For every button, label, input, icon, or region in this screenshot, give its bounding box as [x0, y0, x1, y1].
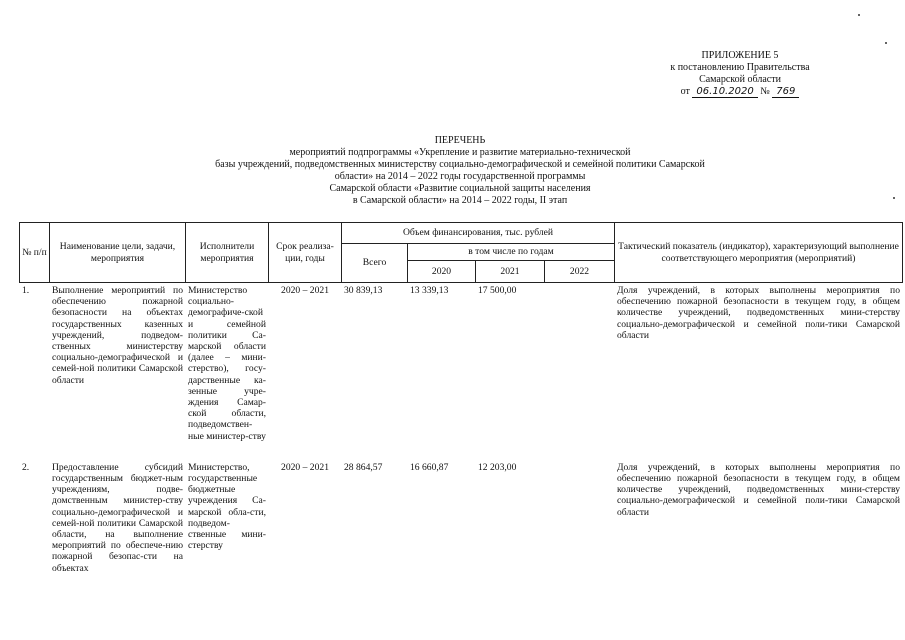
- row-period: 2020 – 2021: [281, 461, 329, 473]
- table-row: [20, 460, 903, 576]
- number-prefix: №: [760, 86, 770, 97]
- row-executors: Министерство, государственные бюджетные учреждения Са-марской обла-сти, подведом-ственные мини-стерству: [188, 461, 266, 552]
- row-name: Выполнение мероприятий по обеспечению пожарной безопасности на объектах государственных казенных учреждений, подведом-ственных министерству социально-демографической и семей-ной политики Самарской области: [52, 285, 183, 386]
- row-2020: 16 660,87: [410, 461, 449, 473]
- appendix-line-2: к постановлению Правительства: [670, 62, 810, 73]
- header-2021: 2021: [476, 261, 545, 283]
- appendix-date-line: [681, 86, 800, 98]
- header-period: Срок реализа-ции, годы: [269, 223, 342, 283]
- scan-speck: [858, 14, 860, 16]
- row-2022: [545, 460, 615, 576]
- row-num: 2.: [22, 461, 30, 473]
- title-heading: ПЕРЕЧЕНЬ: [434, 135, 486, 146]
- document-title: [185, 135, 735, 207]
- row-name: Предоставление субсидий государственным бюджет-ным учреждениям, подве-домственным министер-ству социально-демографической и семей-ной политики Самарской области, на выполнение мероприятий по обеспече-нию пожарной безопас-сти на объектах: [52, 461, 183, 574]
- header-by-years: в том числе по годам: [408, 244, 615, 261]
- row-2021: 17 500,00: [478, 285, 517, 296]
- appendix-block: [640, 50, 840, 98]
- row-indicator: Доля учреждений, в которых выполнены мероприятия по обеспечению пожарной безопасности в текущем году, в общем количестве учреждений, подведомственных мини-стерству социально-демографической и семейной поли-тики Самарской области: [617, 461, 900, 518]
- row-num: 1.: [22, 285, 30, 296]
- title-line-3: области» на 2014 – 2022 годы государственной программы: [334, 171, 586, 182]
- header-total: Всего: [342, 244, 408, 283]
- date-prefix: от: [680, 86, 690, 97]
- title-line-2: базы учреждений, подведомственных министерству социально-демографической и семейной политики Самарской: [215, 159, 705, 170]
- appendix-line-3: Самарской области: [699, 74, 781, 85]
- row-executors: Министерство социально-демографиче-ской и семейной политики Са-марской области (далее – мини-стерство), госу-дарственные ка-зенные учре-ждения Самар-ской области, подведомствен-ные министер-ству: [188, 285, 266, 442]
- measures-table: [19, 222, 903, 576]
- title-line-4: Самарской области «Развитие социальной защиты населения: [329, 183, 591, 194]
- handwritten-number: 769: [772, 86, 799, 98]
- header-2022: 2022: [545, 261, 615, 283]
- row-total: 28 864,57: [344, 461, 383, 473]
- scan-speck: [893, 197, 895, 199]
- title-line-5: в Самарской области» на 2014 – 2022 годы, II этап: [352, 195, 568, 206]
- table-row: [20, 283, 903, 444]
- row-total: 30 839,13: [344, 285, 383, 296]
- appendix-line-1: ПРИЛОЖЕНИЕ 5: [701, 50, 779, 61]
- row-indicator: Доля учреждений, в которых выполнены мероприятия по обеспечению пожарной безопасности в текущем году, в общем количестве учреждений, подведомственных мини-стерству социально-демографической и семейной поли-тики Самарской области: [617, 285, 900, 341]
- row-period: 2020 – 2021: [281, 285, 329, 296]
- table-header-row: [20, 223, 903, 244]
- header-executors: Исполнители мероприятия: [186, 223, 269, 283]
- row-2021: 12 203,00: [478, 461, 517, 473]
- row-spacer: [20, 444, 903, 460]
- header-indicator: Тактический показатель (индикатор), характеризующий выполнение соответствующего мероприятия (мероприятий): [615, 223, 903, 283]
- handwritten-date: 06.10.2020: [692, 86, 757, 98]
- title-line-1: мероприятий подпрограммы «Укрепление и развитие материально-технической: [289, 147, 631, 158]
- row-2020: 13 339,13: [410, 285, 449, 296]
- header-num: № п/п: [20, 223, 50, 283]
- header-2020: 2020: [408, 261, 476, 283]
- header-funding: Объем финансирования, тыс. рублей: [342, 223, 615, 244]
- header-name: Наименование цели, задачи, мероприятия: [50, 223, 186, 283]
- row-2022: [545, 283, 615, 444]
- scan-speck: [885, 42, 887, 44]
